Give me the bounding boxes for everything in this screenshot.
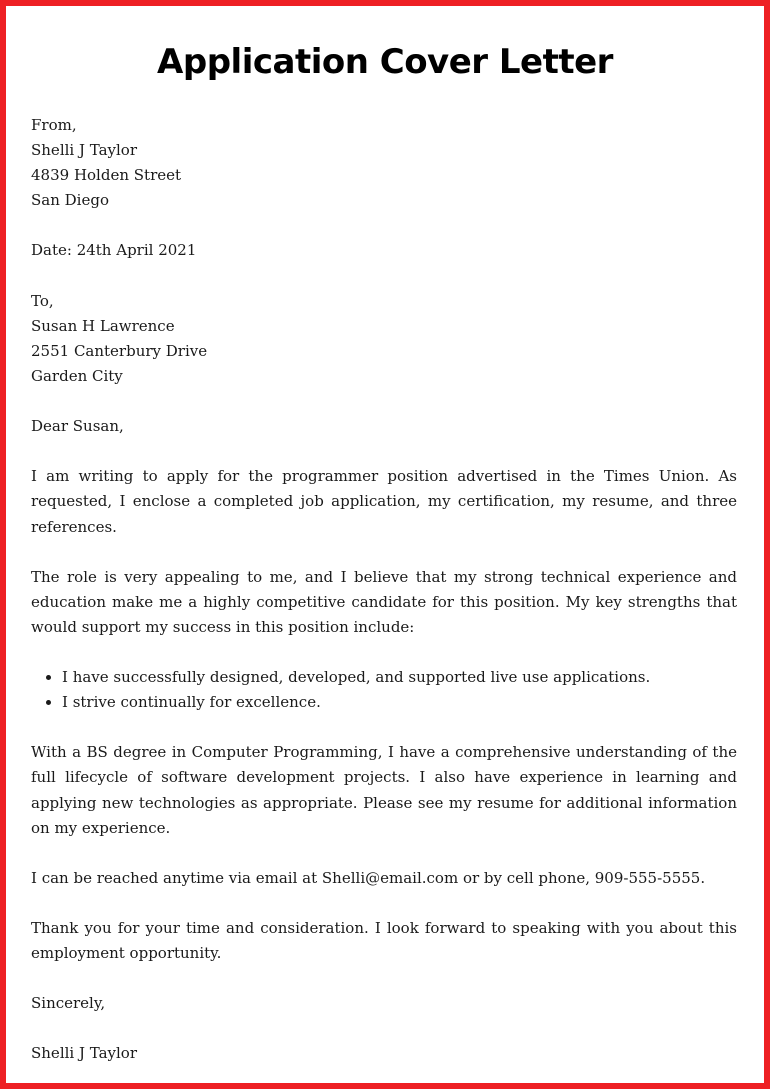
paragraph-degree: With a BS degree in Computer Programming, I have a comprehensive understanding of the full lifecycle of software development projects. I also have experience in learning and applying new technologies as appropriate. Please see my resume for additional information on my experience. [31, 743, 737, 837]
letter-date: Date: 24th April 2021 [31, 241, 197, 260]
paragraph-thanks: Thank you for your time and consideration. I look forward to speaking with you about this employment opportunity. [31, 919, 737, 963]
sender-name: Shelli J Taylor [31, 141, 138, 160]
recipient-street: 2551 Canterbury Drive [31, 341, 208, 360]
recipient-label: To, [31, 291, 54, 310]
list-item: • I have successfully designed, developed, and supported live use applications. [62, 665, 737, 690]
recipient-block [31, 289, 737, 389]
page-title: Application Cover Letter [157, 42, 613, 82]
strengths-list [31, 665, 737, 715]
paragraph-contact: I can be reached anytime via email at Shelli@email.com or by cell phone, 909-555-5555. [31, 868, 706, 887]
sender-block [31, 113, 737, 213]
signature: Shelli J Taylor [31, 1044, 138, 1063]
letter-body [31, 113, 737, 1067]
sender-label: From, [31, 116, 77, 134]
closing: Sincerely, [31, 994, 106, 1013]
list-item: • I strive continually for excellence. [62, 690, 737, 715]
paragraph-intro: I am writing to apply for the programmer position advertised in the Times Union. As requested, I enclose a completed job application, my certification, my resume, and three references. [31, 467, 737, 536]
salutation: Dear Susan, [31, 417, 124, 436]
paragraph-strengths: The role is very appealing to me, and I believe that my strong technical experience and education make me a highly competitive candidate for this position. My key strengths that would support my success in this position include: [31, 567, 737, 636]
sender-city: San Diego [31, 191, 109, 210]
recipient-city: Garden City [31, 366, 123, 385]
recipient-name: Susan H Lawrence [31, 316, 175, 335]
sender-street: 4839 Holden Street [31, 166, 182, 185]
